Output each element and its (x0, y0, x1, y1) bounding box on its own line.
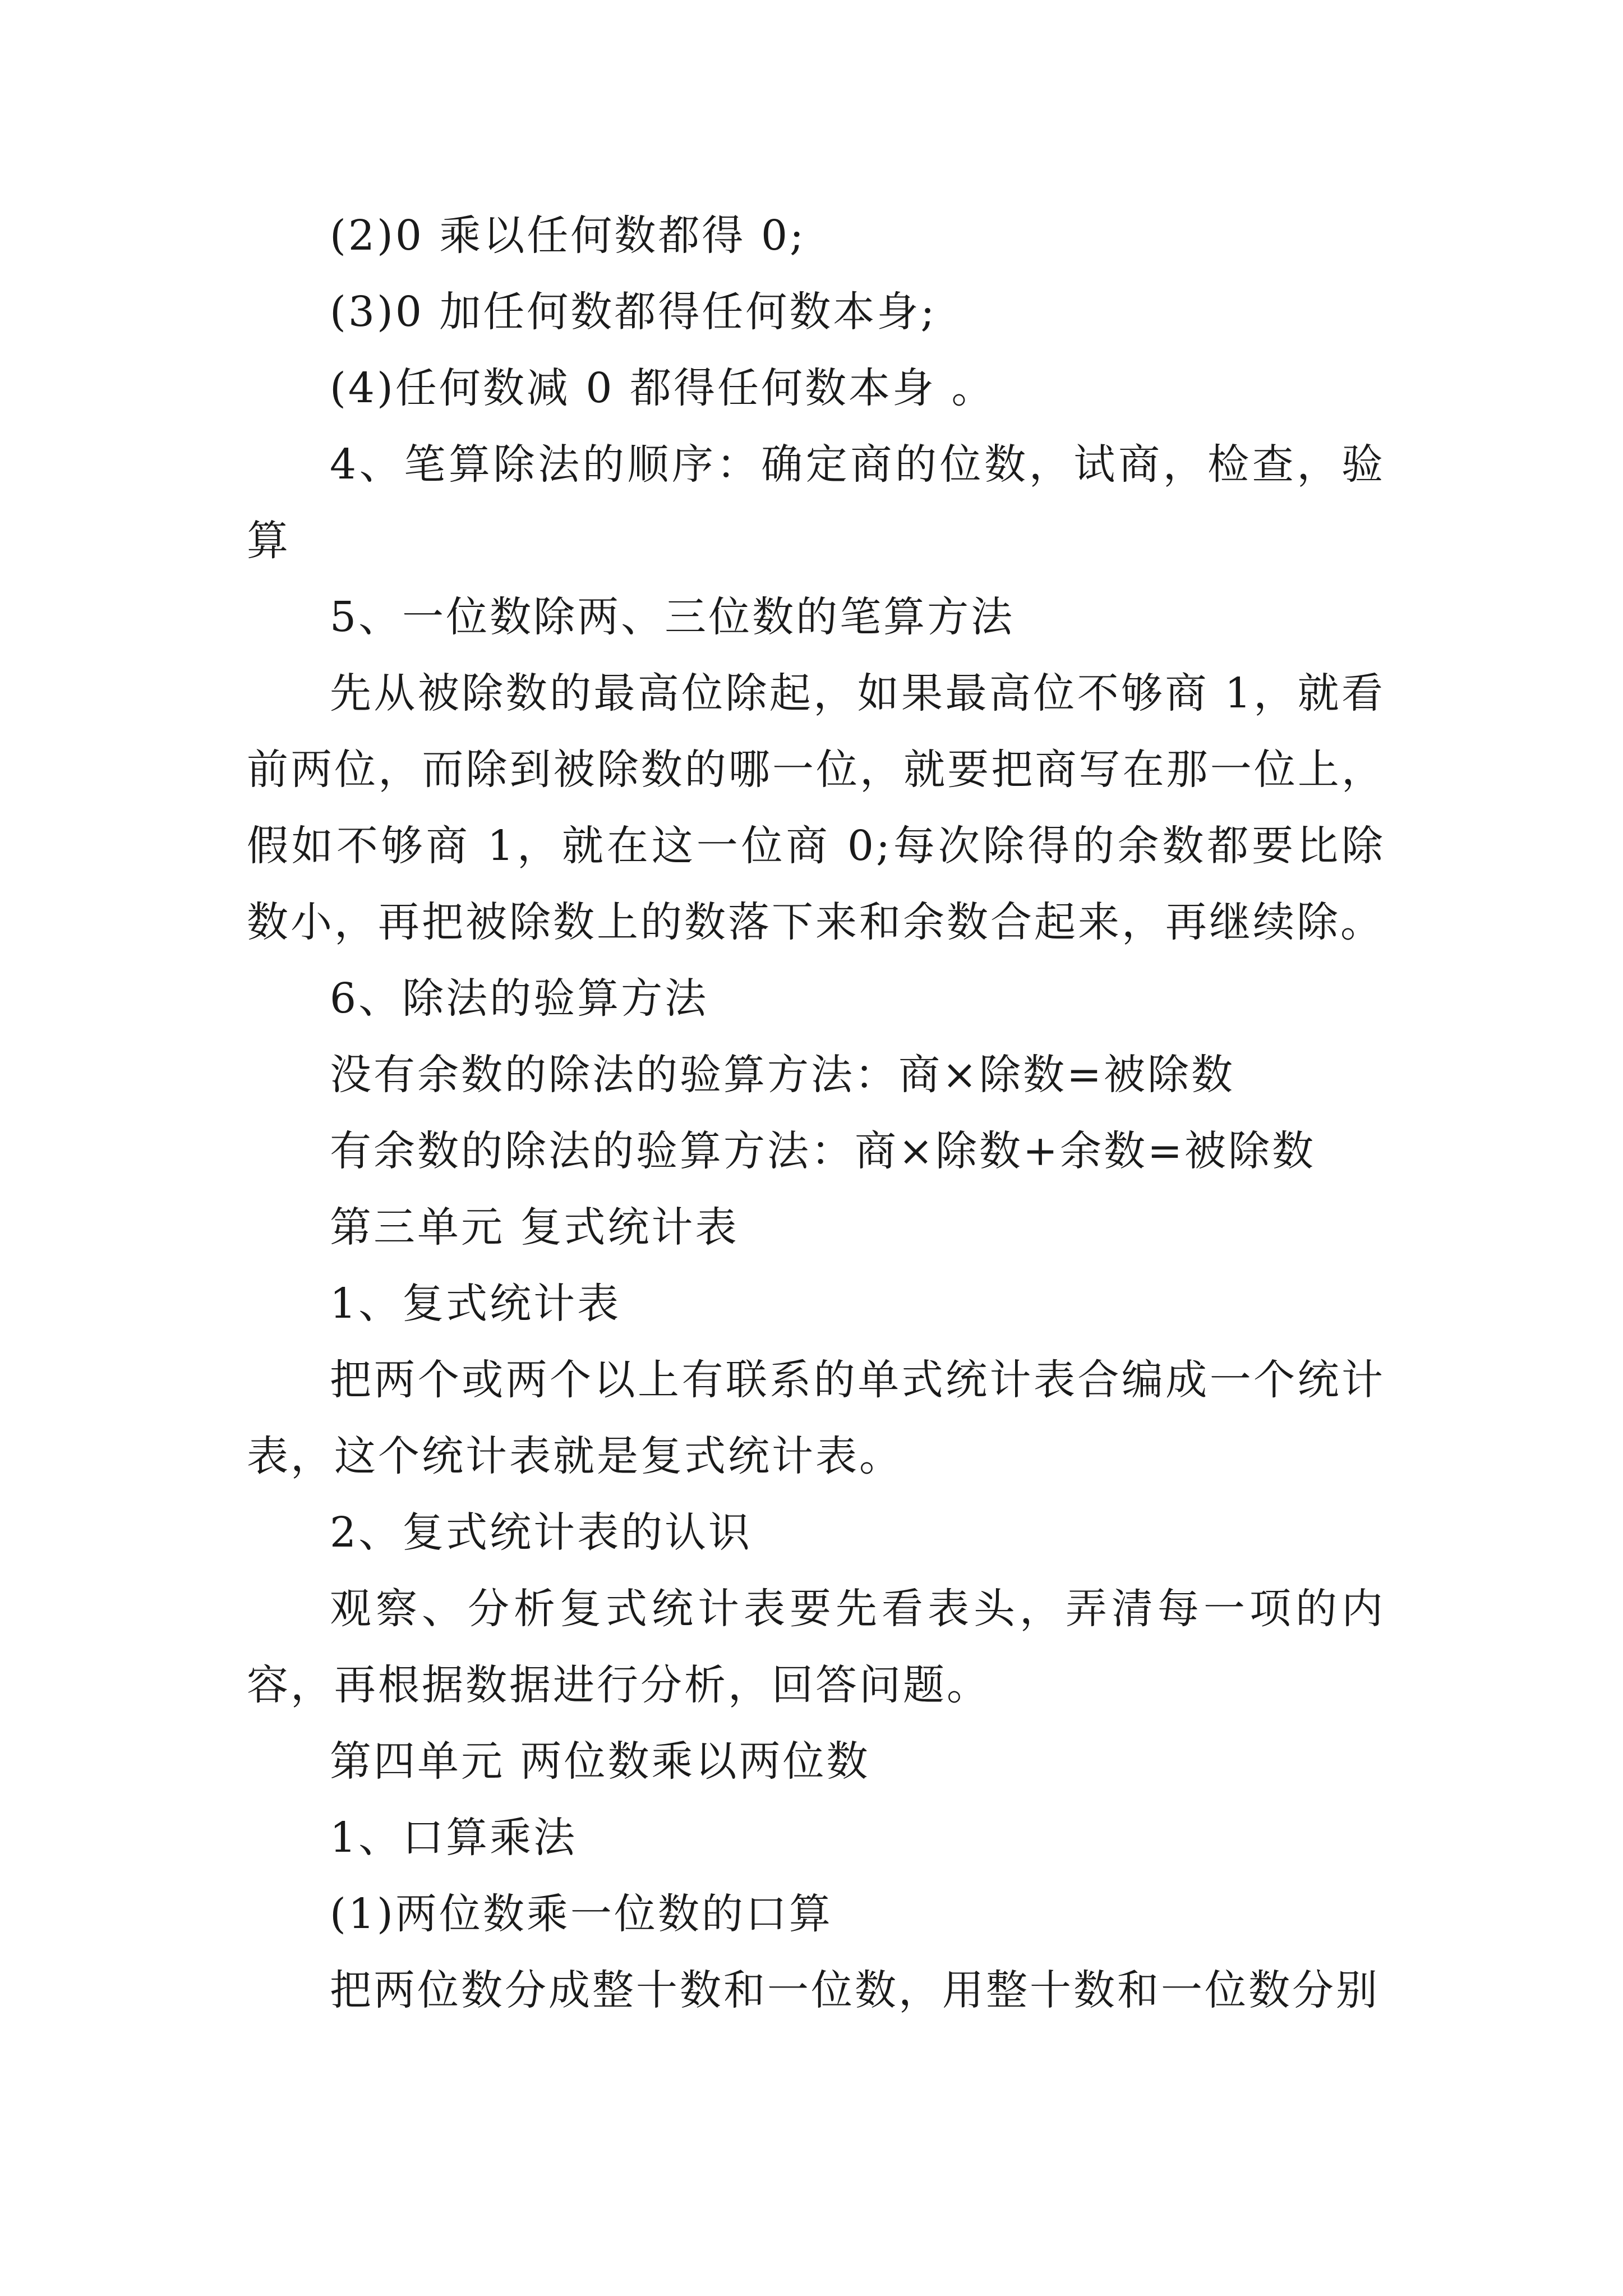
paragraph-two-digit-by-one-digit: 把两位数分成整十数和一位数，用整十数和一位数分别 (330, 1966, 1380, 2014)
paragraph-two-digit-by-one-digit-heading: (1)两位数乘一位数的口算 (330, 1890, 833, 1938)
paragraph-rule-4: (4)任何数减 0 都得任何数本身 。 (330, 364, 995, 412)
paragraph-compound-table-recognition-heading: 2、复式统计表的认识 (330, 1508, 753, 1557)
unit-four-heading: 第四单元 两位数乘以两位数 (330, 1737, 870, 1786)
paragraph-division-method-heading: 5、一位数除两、三位数的笔算方法 (330, 593, 1015, 641)
paragraph-verification-no-remainder: 没有余数的除法的验算方法：商×除数=被除数 (330, 1051, 1235, 1099)
paragraph-verification-remainder: 有余数的除法的验算方法：商×除数+余数=被除数 (330, 1127, 1316, 1175)
paragraph-compound-table-recognition: 观察、分析复式统计表要先看表头，弄清每一项的内容，再根据数据进行分析，回答问题。 (247, 1585, 1385, 1709)
paragraph-compound-table-definition: 把两个或两个以上有联系的单式统计表合编成一个统计表，这个统计表就是复式统计表。 (247, 1356, 1385, 1480)
paragraph-oral-multiplication-heading: 1、口算乘法 (330, 1814, 578, 1862)
paragraph-division-method: 先从被除数的最高位除起，如果最高位不够商 1，就看前两位，而除到被除数的哪一位，就要把商写在那一位上，假如不够商 1，就在这一位商 0;每次除得的余数都要比除数小，再把被除数上的数落下来和余数合起来，再继续除。 (247, 669, 1385, 946)
paragraph-division-order: 4、笔算除法的顺序：确定商的位数，试商，检查，验算 (247, 440, 1385, 565)
paragraph-verification-heading: 6、除法的验算方法 (330, 974, 709, 1023)
paragraph-rule-3: (3)0 加任何数都得任何数本身; (330, 288, 937, 336)
paragraph-rule-2: (2)0 乘以任何数都得 0; (330, 211, 806, 260)
document-body (247, 197, 1385, 2028)
paragraph-compound-table-heading: 1、复式统计表 (330, 1280, 621, 1328)
unit-three-heading: 第三单元 复式统计表 (330, 1203, 739, 1251)
